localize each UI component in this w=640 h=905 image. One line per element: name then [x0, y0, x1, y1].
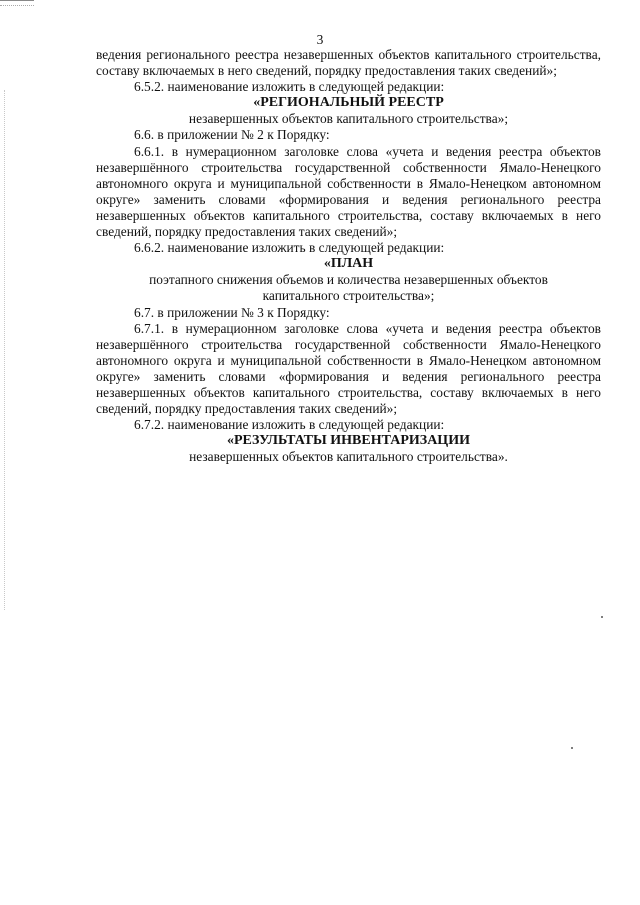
heading-inventory-results: «РЕЗУЛЬТАТЫ ИНВЕНТАРИЗАЦИИ [227, 433, 470, 449]
paragraph-6-7-1: 6.7.1. в нумерационном заголовке слова «учета и ведения реестра объектов незавершённого строительства государственной собственности Ямало-Ненецкого автономного округа и муниципальной собственности в Ямало-Ненецком автономном округе» заменить словами «формирования и ведения регионального реестра незавершенных объектов капитального строительства, составу включаемых в него сведений, порядку предоставления таких сведений»; [96, 320, 601, 417]
subheading-plan-line1: поэтапного снижения объемов и количества незавершенных объектов [149, 272, 548, 288]
scan-artifact-margin [4, 90, 6, 610]
scan-speck [601, 616, 603, 618]
heading-regional-registry: «РЕГИОНАЛЬНЫЙ РЕЕСТР [253, 95, 444, 111]
paragraph-6-6-1: 6.6.1. в нумерационном заголовке слова «учета и ведения реестра объектов незавершённого строительства государственной собственности Ямало-Ненецкого автономного округа и муниципальной собственности в Ямало-Ненецком автономном округе» заменить словами «формирования и ведения регионального реестра незавершенных объектов капитального строительства, составу включаемых в него сведений, порядку предоставления таких сведений»; [96, 143, 601, 240]
heading-plan: «ПЛАН [323, 256, 374, 272]
scan-speck [571, 747, 573, 749]
paragraph-6-6-2: 6.6.2. наименование изложить в следующей редакции: [134, 240, 445, 256]
subheading-inventory-results: незавершенных объектов капитального строительства». [189, 449, 508, 465]
paragraph-continuation: ведения регионального реестра незавершенных объектов капитального строительства, составу включаемых в него сведений, порядку предоставления таких сведений»; [96, 47, 601, 79]
paragraph-6-7: 6.7. в приложении № 3 к Порядку: [134, 304, 330, 320]
subheading-regional-registry: незавершенных объектов капитального строительства»; [188, 111, 509, 127]
paragraph-6-7-2: 6.7.2. наименование изложить в следующей редакции: [134, 417, 445, 433]
scan-artifact-top [0, 0, 34, 6]
page-number: 3 [316, 32, 324, 47]
paragraph-6-5-2: 6.5.2. наименование изложить в следующей редакции: [134, 79, 445, 95]
subheading-plan-line2: капитального строительства»; [262, 288, 435, 304]
document-body [96, 47, 601, 465]
paragraph-6-6: 6.6. в приложении № 2 к Порядку: [134, 127, 330, 143]
